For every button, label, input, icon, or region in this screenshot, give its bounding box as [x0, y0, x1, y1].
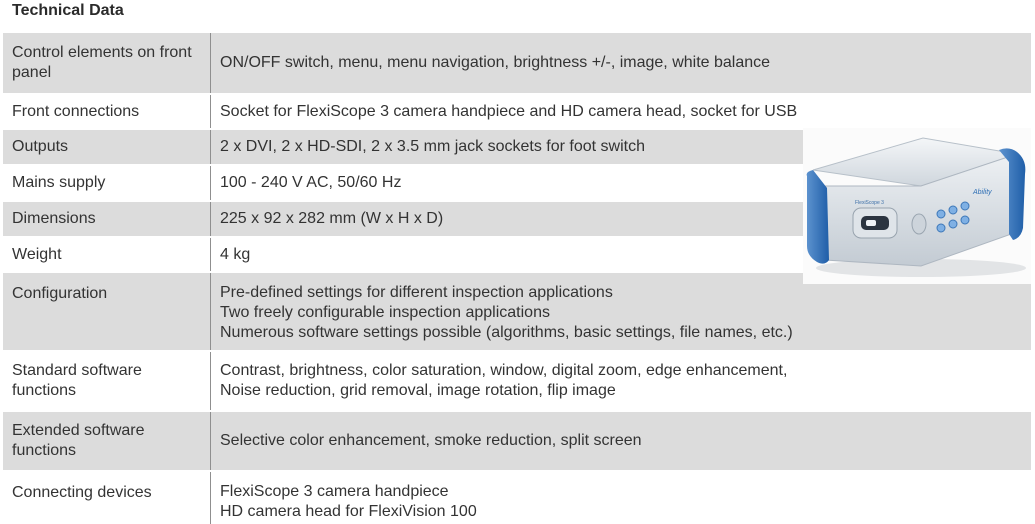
value-line: Numerous software settings possible (algorithms, basic settings, file names, etc.): [220, 324, 793, 341]
row-label: Front connections: [3, 95, 211, 128]
row-value: [211, 95, 1031, 128]
value-line: Contrast, brightness, color saturation, window, digital zoom, edge enhancement,: [220, 362, 788, 379]
row-label: Dimensions: [3, 202, 211, 236]
row-label: Mains supply: [3, 166, 211, 200]
value-line: Noise reduction, grid removal, image rotation, flip image: [220, 382, 616, 399]
value-line: ON/OFF switch, menu, menu navigation, brightness +/-, image, white balance: [220, 54, 771, 71]
row-label: Extended software functions: [3, 412, 211, 470]
value-line: Selective color enhancement, smoke reduction, split screen: [220, 432, 642, 449]
device-label-text: FlexiScope 3: [855, 200, 884, 206]
table-row: [3, 472, 1031, 524]
row-label: Weight: [3, 238, 211, 271]
table-row: [3, 95, 1031, 130]
row-label: Standard software functions: [3, 352, 211, 410]
value-line: 2 x DVI, 2 x HD-SDI, 2 x 3.5 mm jack sockets for foot switch: [220, 138, 646, 155]
row-label: Outputs: [3, 130, 211, 164]
row-value: [211, 273, 1031, 350]
device-illustration: [803, 128, 1031, 284]
table-row: [3, 273, 1031, 352]
row-label: Connecting devices: [3, 472, 211, 524]
table-row: [3, 412, 1031, 472]
table-row: [3, 352, 1031, 412]
row-label: Control elements on front panel: [3, 33, 211, 93]
row-value: [211, 412, 1031, 470]
value-line: 4 kg: [220, 245, 251, 263]
value-line: HD camera head for FlexiVision 100: [220, 503, 477, 520]
product-image: [803, 128, 1031, 284]
table-row: [3, 33, 1031, 95]
value-line: Socket for FlexiScope 3 camera handpiece and HD camera head, socket for USB: [220, 102, 798, 120]
value-line: Pre-defined settings for different inspection applications: [220, 284, 613, 301]
value-line: Two freely configurable inspection applications: [220, 304, 550, 321]
value-line: 225 x 92 x 282 mm (W x H x D): [220, 210, 444, 227]
brand-logo-text: Ability: [973, 189, 992, 196]
value-line: 100 - 240 V AC, 50/60 Hz: [220, 174, 402, 191]
page-title: Technical Data: [12, 2, 124, 19]
row-value: [211, 352, 1031, 410]
row-value: [211, 33, 1031, 93]
row-value: [211, 472, 1031, 524]
value-line: FlexiScope 3 camera handpiece: [220, 483, 449, 500]
row-label: Configuration: [3, 273, 211, 350]
